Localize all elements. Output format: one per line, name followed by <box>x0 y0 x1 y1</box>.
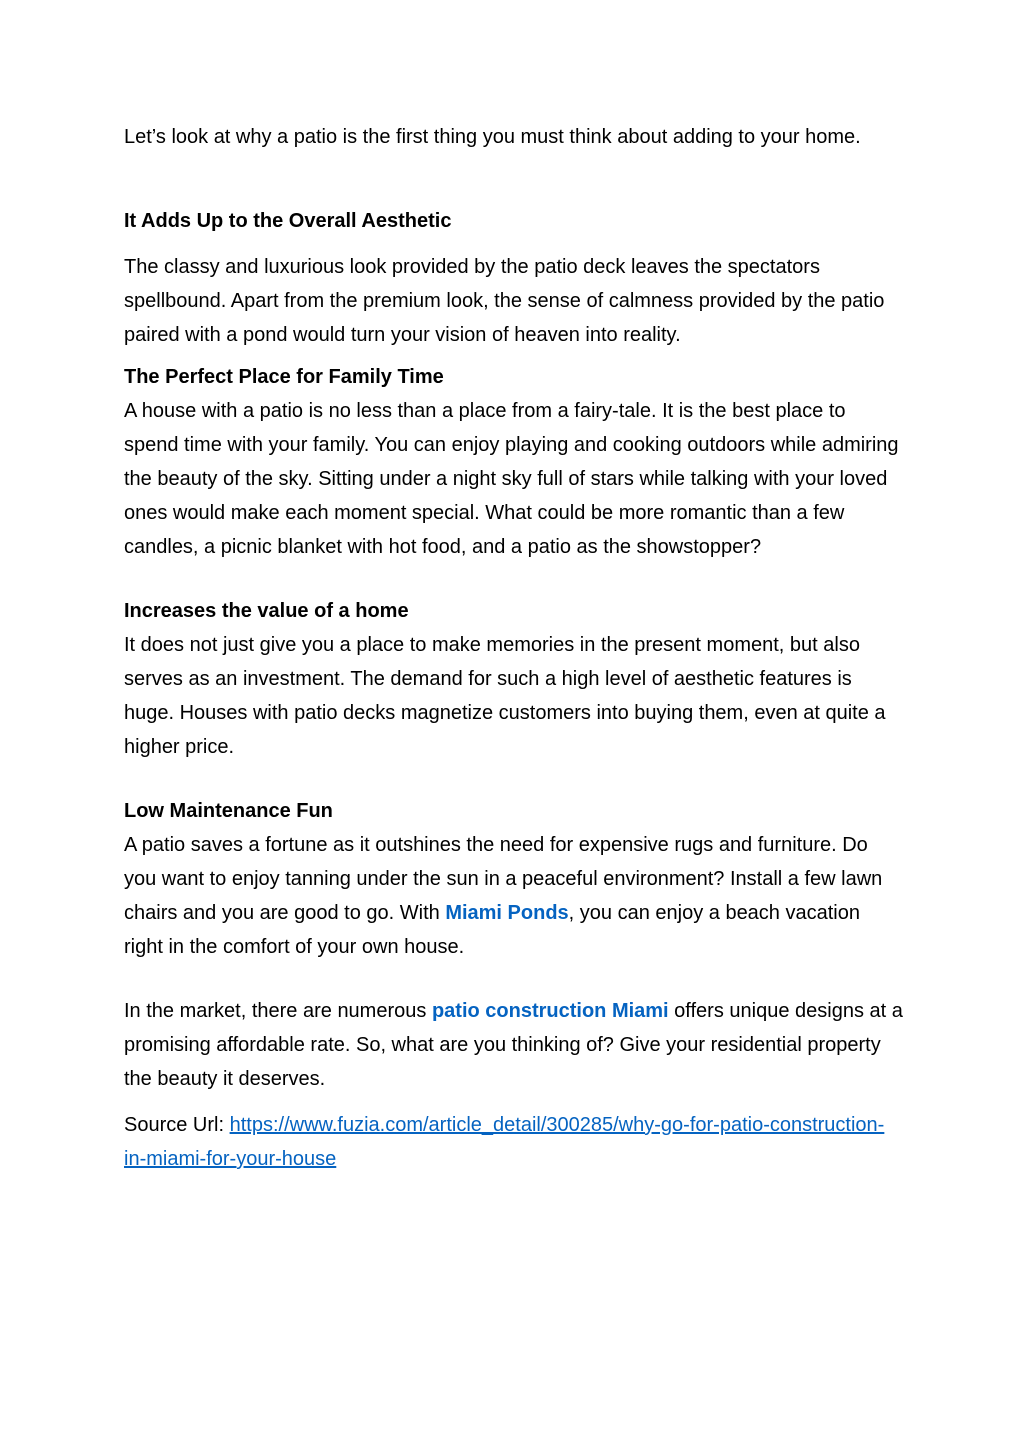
section-heading-low-maintenance: Low Maintenance Fun <box>124 800 333 822</box>
section-body-low-maintenance <box>124 828 904 964</box>
document-page <box>124 120 904 1176</box>
intro-paragraph: Let’s look at why a patio is the first thing you must think about adding to your home. <box>124 126 861 148</box>
miami-ponds-link[interactable]: Miami Ponds <box>445 902 569 924</box>
patio-construction-miami-link[interactable]: patio construction Miami <box>431 1000 669 1022</box>
section-body-aesthetic: The classy and luxurious look provided by the patio deck leaves the spectators spellbound. Apart from the premium look, the sense of calmness provided by the patio paired with a pond would turn your vision of heaven into reality. <box>124 256 885 346</box>
closing-text-before: In the market, there are numerous <box>124 1000 432 1022</box>
source-url-label: Source Url: <box>124 1114 230 1136</box>
section-heading-aesthetic: It Adds Up to the Overall Aesthetic <box>124 210 452 232</box>
low-maintenance-text-before: A patio saves a fortune as it outshines the need for expensive rugs and furniture. Do you want to enjoy tanning under the sun in a peaceful environment? Install a few lawn chairs and you are good to go. With <box>124 834 883 924</box>
section-heading-home-value: Increases the value of a home <box>124 600 409 622</box>
section-heading-family-time: The Perfect Place for Family Time <box>124 366 444 388</box>
low-maintenance-text-after: , you can enjoy a beach vacation right in the comfort of your own house. <box>124 902 860 958</box>
section-body-family-time: A house with a patio is no less than a place from a fairy-tale. It is the best place to spend time with your family. You can enjoy playing and cooking outdoors while admiring the beauty of the sky. Sitting under a night sky full of stars while talking with your loved ones would make each moment special. What could be more romantic than a few candles, a picnic blanket with hot food, and a patio as the showstopper? <box>124 400 899 558</box>
closing-paragraph <box>124 994 904 1096</box>
section-body-home-value: It does not just give you a place to make memories in the present moment, but also serves as an investment. The demand for such a high level of aesthetic features is huge. Houses with patio decks magnetize customers into buying them, even at quite a higher price. <box>124 634 886 758</box>
source-url-paragraph <box>124 1108 904 1176</box>
closing-text-after: offers unique designs at a promising affordable rate. So, what are you thinking of? Give your residential property the beauty it deserves. <box>124 1000 903 1090</box>
source-url-link[interactable]: https://www.fuzia.com/article_detail/300285/why-go-for-patio-construction-in-miami-for-your-house <box>124 1114 885 1170</box>
